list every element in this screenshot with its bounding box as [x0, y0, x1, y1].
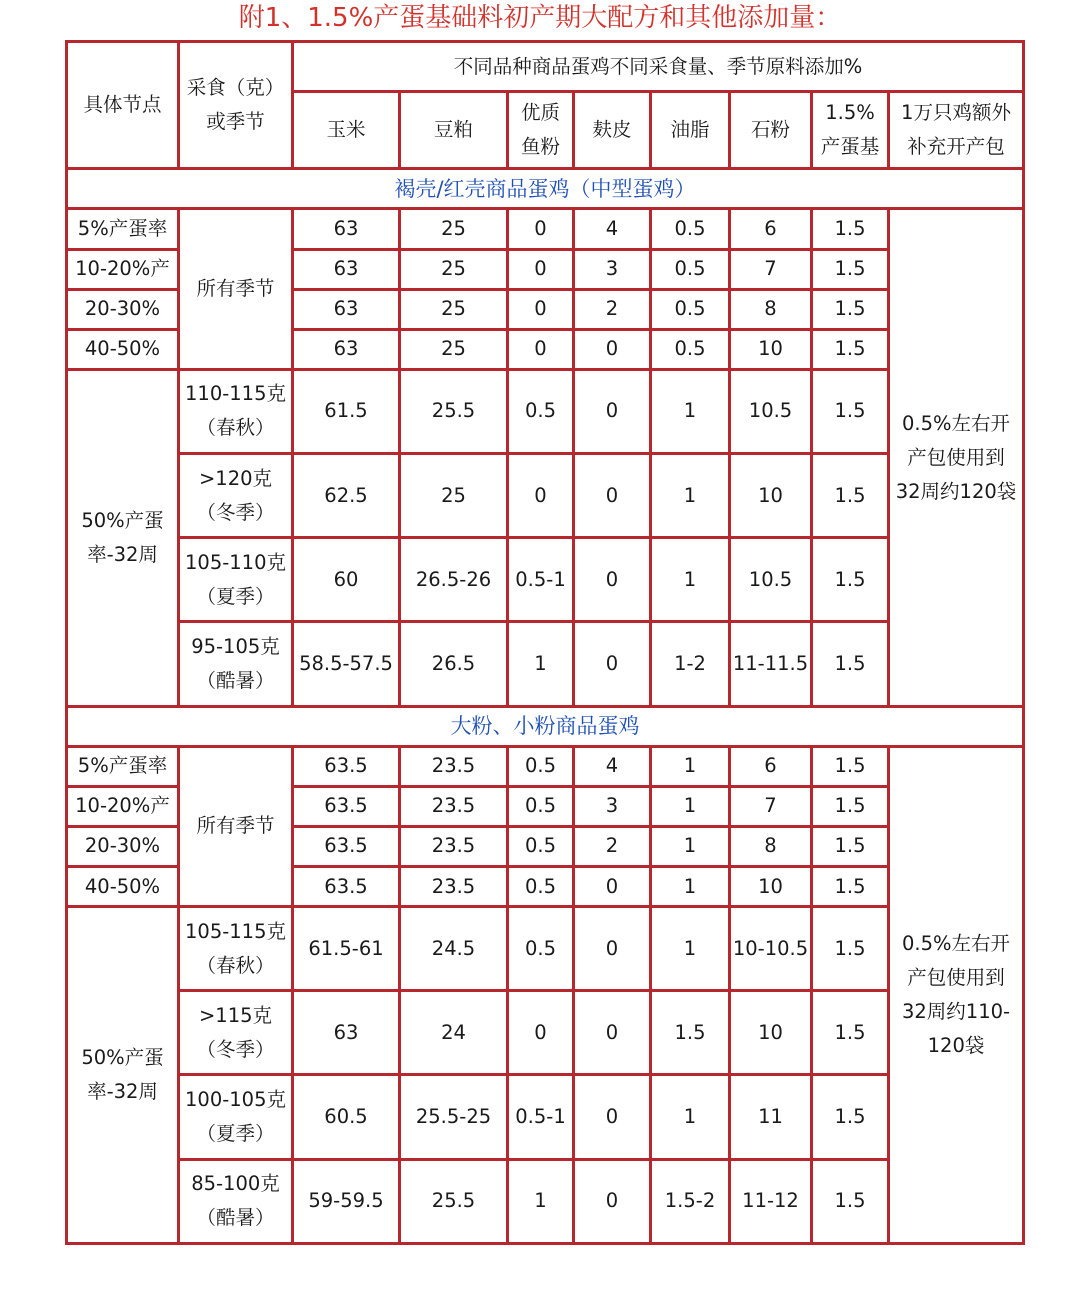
premix-cell: 1.5	[812, 289, 889, 329]
oil-cell: 1	[651, 866, 730, 906]
corn-cell: 60.5	[293, 1075, 400, 1159]
soymeal-cell: 25	[400, 453, 508, 537]
stage-cell: 20-30%	[67, 826, 179, 866]
extra-pack-cell-line: 0.5%左右开	[901, 411, 1011, 435]
fishmeal-cell: 0	[508, 453, 574, 537]
intake-cell	[179, 453, 293, 537]
soymeal-cell: 23.5	[400, 746, 508, 786]
premix-cell: 1.5	[812, 1159, 889, 1243]
intake-cell-line: 110-115克	[185, 382, 286, 406]
corn-cell: 63	[293, 991, 400, 1075]
column-header-line: 1.5%	[825, 101, 875, 125]
fishmeal-cell: 0	[508, 209, 574, 249]
oil-cell: 1	[651, 453, 730, 537]
intake-cell	[179, 369, 293, 453]
column-header-line: 豆粕	[433, 118, 473, 142]
soymeal-cell: 25	[400, 209, 508, 249]
bran-cell: 0	[574, 866, 651, 906]
stage-cell	[67, 907, 179, 1244]
intake-cell-line: 85-100克	[191, 1172, 280, 1196]
bran-cell: 0	[574, 991, 651, 1075]
column-header	[574, 92, 651, 169]
bran-cell: 0	[574, 538, 651, 622]
fishmeal-cell: 0.5	[508, 826, 574, 866]
bran-cell: 2	[574, 289, 651, 329]
corn-cell: 59-59.5	[293, 1159, 400, 1243]
limestone-cell: 10	[730, 866, 812, 906]
oil-cell: 0.5	[651, 289, 730, 329]
header-intake-line: 采食（克）	[186, 76, 285, 100]
intake-cell-line: （酷暑）	[196, 668, 275, 692]
intake-cell-line: 95-105克	[191, 634, 280, 658]
premix-cell: 1.5	[812, 538, 889, 622]
soymeal-cell: 25.5-25	[400, 1075, 508, 1159]
soymeal-cell: 26.5	[400, 622, 508, 706]
limestone-cell: 6	[730, 209, 812, 249]
corn-cell: 63	[293, 209, 400, 249]
header-row	[67, 42, 1024, 92]
corn-cell: 63	[293, 329, 400, 369]
intake-cell-line: （夏季）	[196, 584, 275, 608]
column-header-line: 优质	[520, 101, 560, 125]
extra-pack-cell-line: 32周约120袋	[895, 479, 1017, 503]
intake-cell	[179, 991, 293, 1075]
soymeal-cell: 26.5-26	[400, 538, 508, 622]
bran-cell: 4	[574, 209, 651, 249]
table-row	[67, 538, 1024, 622]
oil-cell: 1	[651, 1075, 730, 1159]
fishmeal-cell: 0	[508, 289, 574, 329]
premix-cell: 1.5	[812, 622, 889, 706]
column-header	[812, 92, 889, 169]
oil-cell: 1	[651, 746, 730, 786]
soymeal-cell: 25.5	[400, 369, 508, 453]
premix-cell: 1.5	[812, 249, 889, 289]
oil-cell: 1	[651, 826, 730, 866]
column-header-line: 鱼粉	[520, 135, 560, 159]
column-header	[508, 92, 574, 169]
header-group: 不同品种商品蛋鸡不同采食量、季节原料添加%	[293, 42, 1024, 92]
bran-cell: 0	[574, 1159, 651, 1243]
limestone-cell: 10	[730, 329, 812, 369]
limestone-cell: 7	[730, 786, 812, 826]
limestone-cell: 7	[730, 249, 812, 289]
oil-cell: 1	[651, 538, 730, 622]
extra-pack-cell-line: 120袋	[927, 1033, 985, 1057]
corn-cell: 60	[293, 538, 400, 622]
stage-cell-line: 50%产蛋	[81, 508, 164, 532]
stage-cell: 10-20%产	[67, 249, 179, 289]
intake-cell	[179, 538, 293, 622]
limestone-cell: 10-10.5	[730, 907, 812, 991]
limestone-cell: 11-11.5	[730, 622, 812, 706]
stage-cell: 5%产蛋率	[67, 209, 179, 249]
bran-cell: 4	[574, 746, 651, 786]
column-header-line: 产蛋基	[820, 135, 880, 159]
limestone-cell: 10.5	[730, 538, 812, 622]
extra-pack-cell	[889, 209, 1024, 706]
formula-table	[65, 40, 1025, 1245]
bran-cell: 0	[574, 453, 651, 537]
bran-cell: 0	[574, 369, 651, 453]
corn-cell: 63	[293, 289, 400, 329]
oil-cell: 1.5-2	[651, 1159, 730, 1243]
table-row	[67, 991, 1024, 1075]
stage-cell: 5%产蛋率	[67, 746, 179, 786]
oil-cell: 1	[651, 786, 730, 826]
oil-cell: 1-2	[651, 622, 730, 706]
bran-cell: 0	[574, 622, 651, 706]
column-header-line: 石粉	[750, 118, 790, 142]
limestone-cell: 8	[730, 826, 812, 866]
column-header	[400, 92, 508, 169]
fishmeal-cell: 0.5	[508, 907, 574, 991]
intake-cell-line: （酷暑）	[196, 1206, 275, 1230]
extra-pack-cell-line: 0.5%左右开	[901, 931, 1011, 955]
intake-cell-line: 105-115克	[185, 919, 286, 943]
intake-cell	[179, 907, 293, 991]
extra-pack-cell-line: 产包使用到	[907, 965, 1005, 989]
section-title-row	[67, 169, 1024, 209]
intake-cell-line: （夏季）	[196, 1122, 275, 1146]
soymeal-cell: 25.5	[400, 1159, 508, 1243]
corn-cell: 63	[293, 249, 400, 289]
stage-cell-line: 率-32周	[87, 542, 158, 566]
premix-cell: 1.5	[812, 746, 889, 786]
stage-cell-line: 50%产蛋	[81, 1046, 164, 1070]
bran-cell: 3	[574, 786, 651, 826]
table-row	[67, 746, 1024, 786]
soymeal-cell: 23.5	[400, 826, 508, 866]
header-intake	[179, 42, 293, 169]
premix-cell: 1.5	[812, 329, 889, 369]
fishmeal-cell: 0.5	[508, 746, 574, 786]
bran-cell: 0	[574, 1075, 651, 1159]
limestone-cell: 6	[730, 746, 812, 786]
bran-cell: 0	[574, 329, 651, 369]
fishmeal-cell: 0.5-1	[508, 1075, 574, 1159]
column-header-line: 1万只鸡额外	[901, 101, 1011, 125]
limestone-cell: 8	[730, 289, 812, 329]
premix-cell: 1.5	[812, 826, 889, 866]
intake-cell-line: >120克	[198, 466, 273, 490]
intake-cell	[179, 1159, 293, 1243]
intake-cell-line: （冬季）	[196, 1037, 275, 1061]
stage-cell	[67, 369, 179, 706]
soymeal-cell: 23.5	[400, 866, 508, 906]
soymeal-cell: 24	[400, 991, 508, 1075]
stage-cell: 40-50%	[67, 866, 179, 906]
column-header-line: 玉米	[326, 118, 366, 142]
fishmeal-cell: 0	[508, 249, 574, 289]
extra-pack-cell-line: 产包使用到	[907, 445, 1005, 469]
bran-cell: 0	[574, 907, 651, 991]
soymeal-cell: 25	[400, 329, 508, 369]
header-node: 具体节点	[67, 42, 179, 169]
corn-cell: 63.5	[293, 866, 400, 906]
extra-pack-cell-line: 32周约110-	[901, 999, 1011, 1023]
limestone-cell: 10.5	[730, 369, 812, 453]
table-row	[67, 209, 1024, 249]
premix-cell: 1.5	[812, 209, 889, 249]
table-row	[67, 369, 1024, 453]
soymeal-cell: 25	[400, 249, 508, 289]
premix-cell: 1.5	[812, 907, 889, 991]
fishmeal-cell: 0.5	[508, 866, 574, 906]
section-title: 褐壳/红壳商品蛋鸡（中型蛋鸡）	[67, 169, 1024, 209]
corn-cell: 63.5	[293, 826, 400, 866]
intake-cell-line: （春秋）	[196, 416, 275, 440]
soymeal-cell: 25	[400, 289, 508, 329]
column-header	[293, 92, 400, 169]
oil-cell: 1	[651, 907, 730, 991]
column-header-line: 麸皮	[592, 118, 632, 142]
oil-cell: 0.5	[651, 209, 730, 249]
intake-cell-line: >115克	[198, 1003, 273, 1027]
oil-cell: 1	[651, 369, 730, 453]
oil-cell: 0.5	[651, 249, 730, 289]
corn-cell: 58.5-57.5	[293, 622, 400, 706]
stage-cell: 20-30%	[67, 289, 179, 329]
limestone-cell: 11-12	[730, 1159, 812, 1243]
fishmeal-cell: 0	[508, 991, 574, 1075]
stage-cell-line: 率-32周	[87, 1080, 158, 1104]
column-header	[730, 92, 812, 169]
table-row	[67, 1075, 1024, 1159]
oil-cell: 1.5	[651, 991, 730, 1075]
limestone-cell: 10	[730, 453, 812, 537]
fishmeal-cell: 0	[508, 329, 574, 369]
premix-cell: 1.5	[812, 991, 889, 1075]
all-seasons-cell: 所有季节	[179, 209, 293, 369]
fishmeal-cell: 0.5-1	[508, 538, 574, 622]
intake-cell	[179, 622, 293, 706]
premix-cell: 1.5	[812, 866, 889, 906]
corn-cell: 63.5	[293, 786, 400, 826]
all-seasons-cell: 所有季节	[179, 746, 293, 906]
stage-cell: 40-50%	[67, 329, 179, 369]
fishmeal-cell: 1	[508, 622, 574, 706]
corn-cell: 61.5-61	[293, 907, 400, 991]
limestone-cell: 11	[730, 1075, 812, 1159]
bran-cell: 2	[574, 826, 651, 866]
intake-cell-line: （冬季）	[196, 500, 275, 524]
table-row	[67, 1159, 1024, 1243]
intake-cell	[179, 1075, 293, 1159]
bran-cell: 3	[574, 249, 651, 289]
table-row	[67, 622, 1024, 706]
intake-cell-line: 105-110克	[185, 550, 286, 574]
intake-cell-line: 100-105克	[185, 1088, 286, 1112]
corn-cell: 62.5	[293, 453, 400, 537]
premix-cell: 1.5	[812, 786, 889, 826]
premix-cell: 1.5	[812, 453, 889, 537]
table-row	[67, 453, 1024, 537]
soymeal-cell: 24.5	[400, 907, 508, 991]
premix-cell: 1.5	[812, 369, 889, 453]
column-header	[889, 92, 1024, 169]
premix-cell: 1.5	[812, 1075, 889, 1159]
table-row	[67, 907, 1024, 991]
stage-cell: 10-20%产	[67, 786, 179, 826]
header-intake-line: 或季节	[206, 110, 265, 134]
column-header-line: 补充开产包	[907, 135, 1005, 159]
column-header-line: 油脂	[670, 118, 710, 142]
corn-cell: 63.5	[293, 746, 400, 786]
section-title: 大粉、小粉商品蛋鸡	[67, 706, 1024, 746]
soymeal-cell: 23.5	[400, 786, 508, 826]
fishmeal-cell: 0.5	[508, 786, 574, 826]
fishmeal-cell: 0.5	[508, 369, 574, 453]
intake-cell-line: （春秋）	[196, 953, 275, 977]
extra-pack-cell	[889, 746, 1024, 1243]
limestone-cell: 10	[730, 991, 812, 1075]
section-title-row	[67, 706, 1024, 746]
page-title: 附1、1.5%产蛋基础料初产期大配方和其他添加量：	[238, 3, 842, 33]
fishmeal-cell: 1	[508, 1159, 574, 1243]
corn-cell: 61.5	[293, 369, 400, 453]
column-header	[651, 92, 730, 169]
oil-cell: 0.5	[651, 329, 730, 369]
